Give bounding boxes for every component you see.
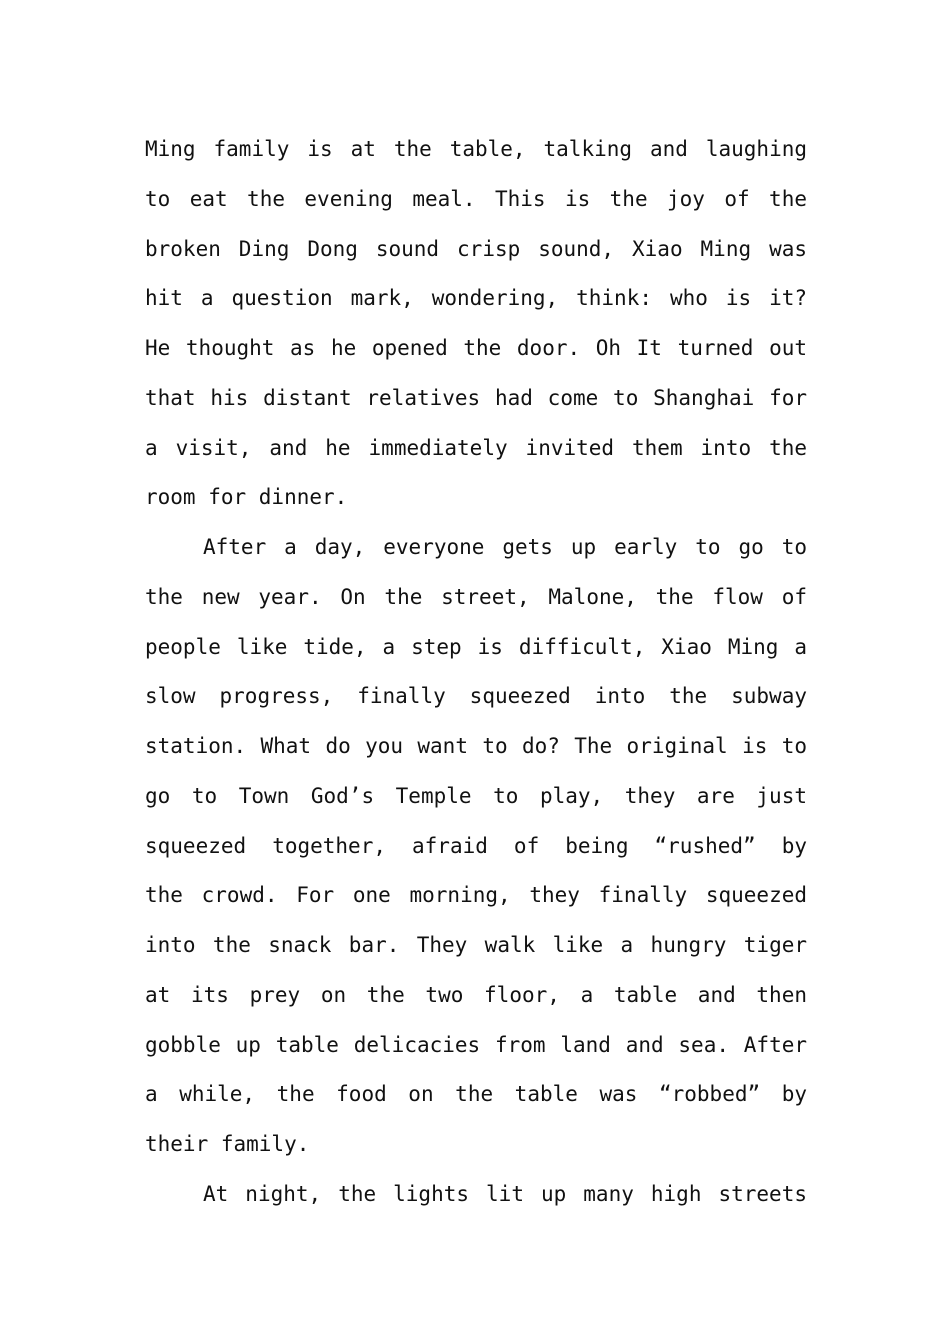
text-line: their family. (145, 1132, 310, 1156)
text-line: squeezed together, afraid of being “rushed” by (145, 833, 807, 858)
body-text (145, 125, 807, 1220)
text-line: the crowd. For one morning, they finally squeezed (145, 883, 807, 908)
text-line: the new year. On the street, Malone, the flow of (145, 584, 807, 609)
text-line: at its prey on the two floor, a table and then (145, 982, 807, 1007)
text-line: go to Town God’s Temple to play, they are just (145, 783, 807, 808)
text-line: a while, the food on the table was “robbed” by (145, 1082, 807, 1107)
text-line: slow progress, finally squeezed into the subway (145, 684, 807, 709)
text-line: into the snack bar. They walk like a hungry tiger (145, 933, 807, 957)
paragraph-first-line: After a day, everyone gets up early to go to (203, 535, 807, 559)
text-line: to eat the evening meal. This is the joy of the (145, 186, 807, 211)
text-line: hit a question mark, wondering, think: who is it? (145, 286, 807, 311)
text-line: room for dinner. (145, 485, 348, 510)
text-line: He thought as he opened the door. Oh It turned out (145, 336, 807, 360)
text-line: that his distant relatives had come to Shanghai for (145, 385, 807, 410)
text-line: Ming family is at the table, talking and laughing (145, 137, 807, 161)
text-line: a visit, and he immediately invited them into the (145, 435, 807, 460)
text-line: station. What do you want to do? The original is to (145, 734, 807, 758)
text-line: gobble up table delicacies from land and sea. After (145, 1032, 807, 1057)
paragraph-first-line: At night, the lights lit up many high streets (203, 1181, 807, 1206)
text-line: broken Ding Dong sound crisp sound, Xiao Ming was (145, 236, 807, 261)
text-line: people like tide, a step is difficult, Xiao Ming a (145, 634, 807, 659)
